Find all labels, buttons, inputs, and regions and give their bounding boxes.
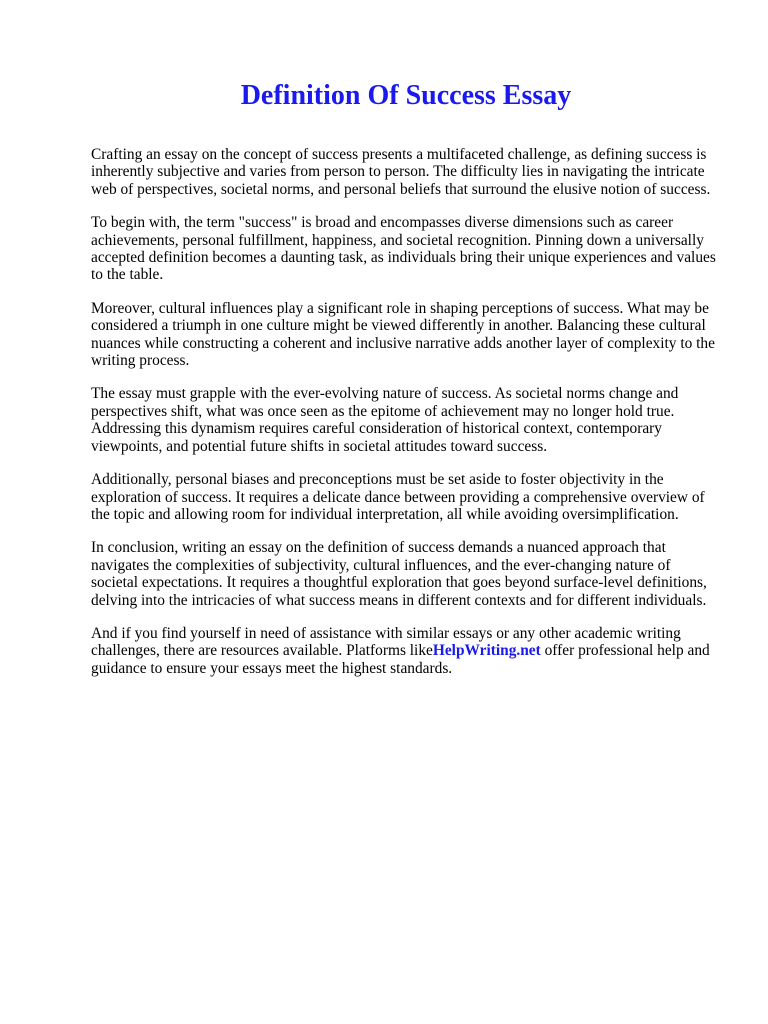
essay-body xyxy=(91,146,721,693)
assistance-text-before-link: And if you find yourself in need of assistance with similar essays or any other academic writing challenges, there are resources available. Platforms like xyxy=(91,624,681,660)
paragraph-personal-biases: Additionally, personal biases and preconceptions must be set aside to foster objectivity in the exploration of success. It requires a delicate dance between providing a comprehensive overview of the topic and allowing room for individual interpretation, all while avoiding oversimplification. xyxy=(91,471,705,523)
paragraph-evolving-nature: The essay must grapple with the ever-evolving nature of success. As societal norms change and perspectives shift, what was once seen as the epitome of achievement may no longer hold true. Addressing this dynamism requires careful consideration of historical context, contemporary viewpoints, and potential future shifts in societal attitudes toward success. xyxy=(91,385,679,455)
paragraph-intro: Crafting an essay on the concept of success presents a multifaceted challenge, as defining success is inherently subjective and varies from person to person. The difficulty lies in navigating the intricate web of perspectives, societal norms, and personal beliefs that surround the elusive notion of success. xyxy=(91,146,711,198)
paragraph-term-success: To begin with, the term "success" is broad and encompasses diverse dimensions such as career achievements, personal fulfillment, happiness, and societal recognition. Pinning down a universally accepted definition becomes a daunting task, as individuals bring their unique experiences and values to the table. xyxy=(91,214,716,284)
paragraph-conclusion: In conclusion, writing an essay on the definition of success demands a nuanced approach that navigates the complexities of subjectivity, cultural influences, and the ever-changing nature of societal expectations. It requires a thoughtful exploration that goes beyond surface-level definitions, delving into the intricacies of what success means in different contexts and for different individuals. xyxy=(91,539,707,609)
page-title: Definition Of Success Essay xyxy=(240,80,572,111)
assistance-text-after-link: offer professional help and guidance to ensure your essays meet the highest standards. xyxy=(91,642,710,677)
helpwriting-link[interactable]: HelpWriting.net xyxy=(432,642,541,660)
paragraph-assistance xyxy=(91,625,721,677)
paragraph-cultural-influences: Moreover, cultural influences play a significant role in shaping perceptions of success. What may be considered a triumph in one culture might be viewed differently in another. Balancing these cultural nuances while constructing a coherent and inclusive narrative adds another layer of complexity to the writing process. xyxy=(91,299,715,370)
